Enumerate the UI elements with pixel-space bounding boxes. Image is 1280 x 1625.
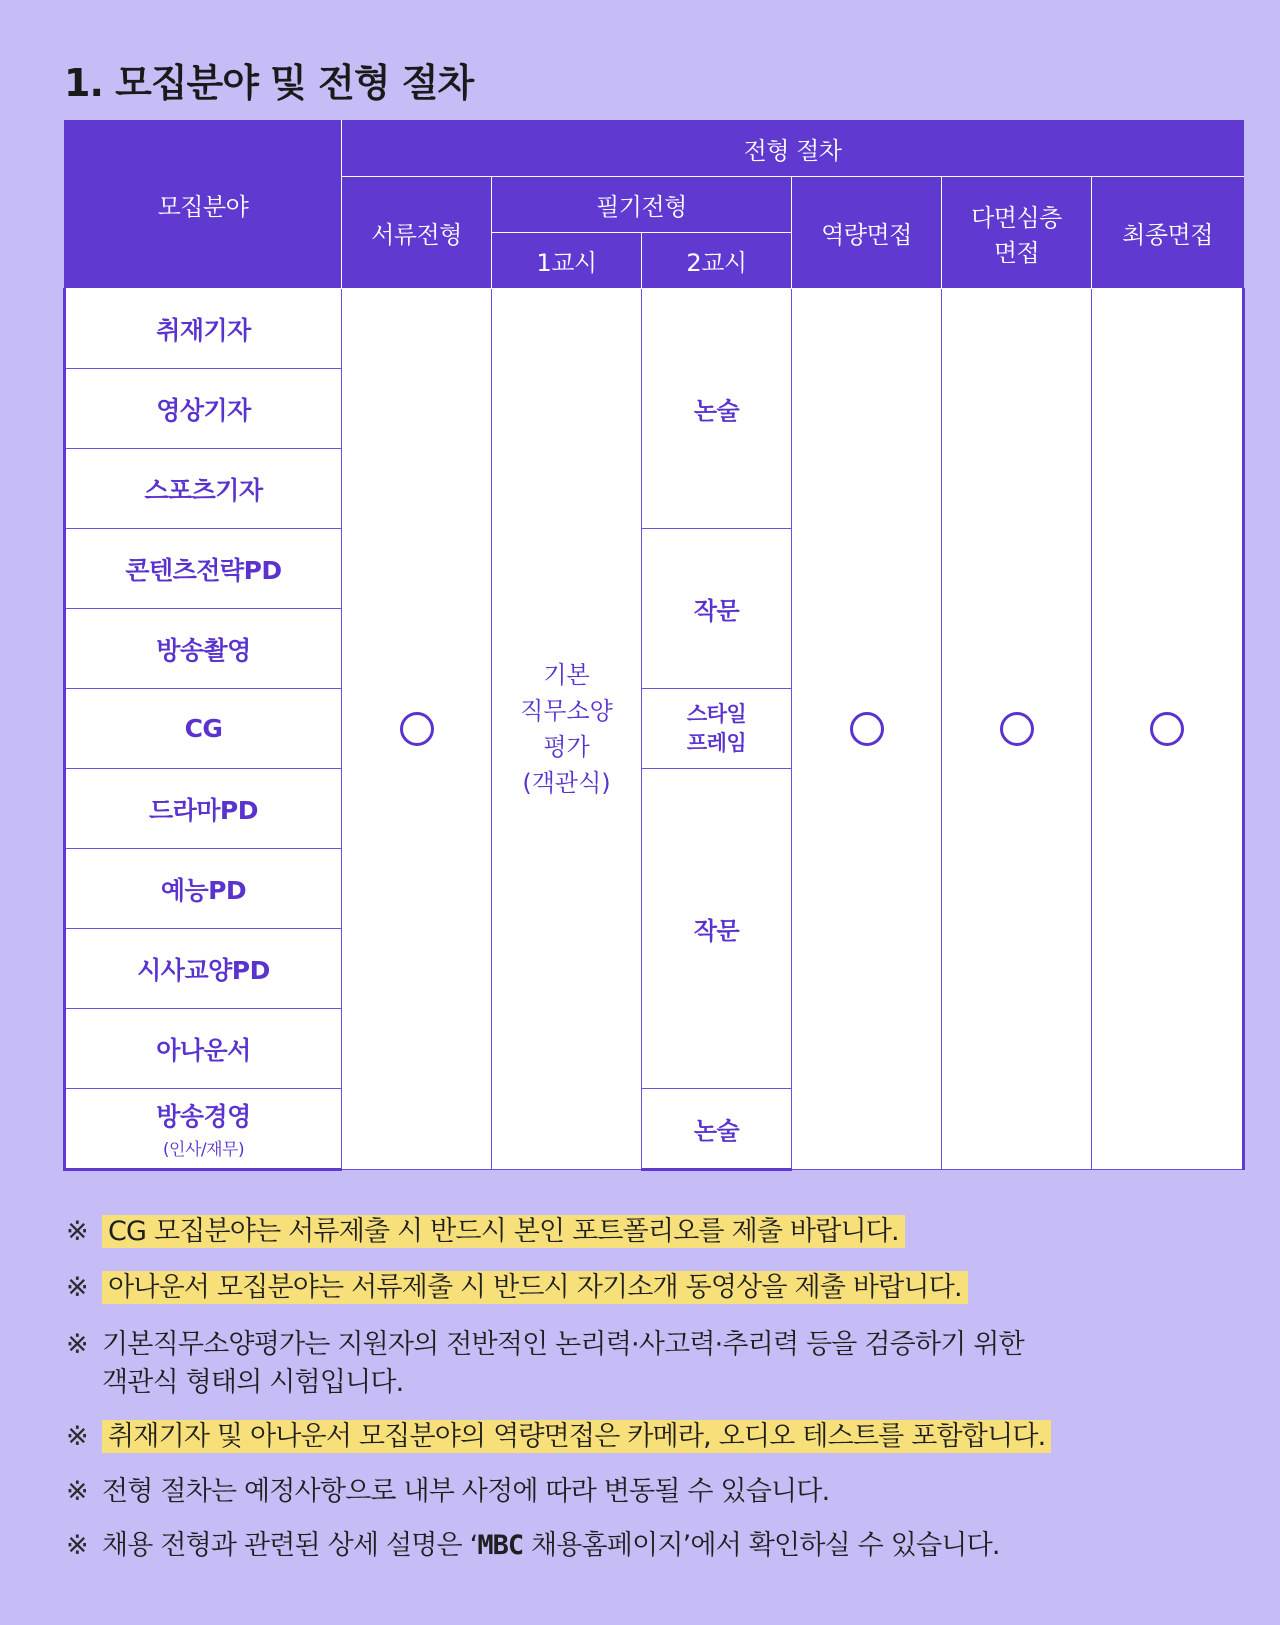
header-multi-line1: 다면심층 <box>971 203 1062 232</box>
field-cell: 취재기자 <box>65 289 342 369</box>
field-cell: 아나운서 <box>65 1009 342 1089</box>
note-item <box>66 1326 1236 1403</box>
note-text <box>102 1326 1236 1403</box>
note-text: CG 모집분야는 서류제출 시 반드시 본인 포트폴리오를 제출 바랍니다. <box>102 1215 905 1248</box>
header-period2: 2교시 <box>642 233 792 289</box>
note-mark: ※ <box>66 1216 88 1247</box>
circle-mark-icon <box>850 712 884 746</box>
note-item <box>66 1213 1236 1251</box>
header-final: 최종면접 <box>1092 177 1244 289</box>
field-cell: 콘텐츠전략PD <box>65 529 342 609</box>
header-multi-line2: 면접 <box>993 238 1040 267</box>
circle-mark-icon <box>400 712 434 746</box>
header-process: 전형 절차 <box>342 121 1244 177</box>
table-row <box>65 289 1244 369</box>
field-cell: 드라마PD <box>65 769 342 849</box>
mbc-logo: MBC <box>477 1529 524 1561</box>
document-cell <box>342 289 492 1170</box>
field-cell: 방송촬영 <box>65 609 342 689</box>
note-mark: ※ <box>66 1529 88 1561</box>
header-document: 서류전형 <box>342 177 492 289</box>
page-title: 1. 모집분야 및 전형 절차 <box>64 61 474 105</box>
note-item <box>66 1269 1236 1307</box>
note-mark: ※ <box>66 1421 88 1453</box>
period2-line: 스타일 <box>686 702 747 727</box>
period2-cell: 논술 <box>642 289 792 529</box>
note-text: 아나운서 모집분야는 서류제출 시 반드시 자기소개 동영상을 제출 바랍니다. <box>102 1271 968 1304</box>
note-item <box>66 1418 1236 1456</box>
period2-cell: 논술 <box>642 1089 792 1170</box>
header-competency: 역량면접 <box>792 177 942 289</box>
note-mark: ※ <box>66 1272 88 1304</box>
note-item <box>66 1527 1236 1565</box>
note-text: 전형 절차는 예정사항으로 내부 사정에 따라 변동될 수 있습니다. <box>102 1475 830 1507</box>
period2-cell: 작문 <box>642 529 792 689</box>
period1-line: 평가 <box>543 733 590 761</box>
header-written: 필기전형 <box>492 177 792 233</box>
competency-cell <box>792 289 942 1170</box>
notes-list <box>66 1213 1236 1565</box>
note-text: 취재기자 및 아나운서 모집분야의 역량면접은 카메라, 오디오 테스트를 포함합니다. <box>102 1420 1051 1453</box>
selection-process-table <box>63 120 1245 1171</box>
final-cell <box>1092 289 1244 1170</box>
period1-line: 직무소양 <box>520 697 613 725</box>
note-item <box>66 1473 1236 1511</box>
note-mark: ※ <box>66 1475 88 1507</box>
period2-cell: 작문 <box>642 769 792 1089</box>
header-period1: 1교시 <box>492 233 642 289</box>
field-cell: 예능PD <box>65 849 342 929</box>
note-line: 객관식 형태의 시험입니다. <box>102 1366 404 1398</box>
field-cell: CG <box>65 689 342 769</box>
field-cell <box>65 1089 342 1170</box>
header-field: 모집분야 <box>65 121 342 289</box>
note-text-after: 채용홈페이지’에서 확인하실 수 있습니다. <box>523 1529 1000 1561</box>
field-sub: (인사/재무) <box>162 1140 245 1160</box>
period1-line: (객관식) <box>522 769 611 797</box>
note-mark: ※ <box>66 1328 88 1360</box>
circle-mark-icon <box>1150 712 1184 746</box>
multi-interview-cell <box>942 289 1092 1170</box>
period1-line: 기본 <box>543 661 590 689</box>
field-cell: 영상기자 <box>65 369 342 449</box>
note-text-before: 채용 전형과 관련된 상세 설명은 ‘ <box>102 1529 478 1561</box>
period2-cell <box>642 689 792 769</box>
note-line: 기본직무소양평가는 지원자의 전반적인 논리력·사고력·추리력 등을 검증하기 위한 <box>102 1328 1024 1360</box>
period2-line: 프레임 <box>686 730 747 755</box>
circle-mark-icon <box>1000 712 1034 746</box>
note-text <box>102 1527 1236 1565</box>
header-multi-interview <box>942 177 1092 289</box>
field-name: 방송경영 <box>156 1102 251 1131</box>
field-cell: 스포츠기자 <box>65 449 342 529</box>
field-cell: 시사교양PD <box>65 929 342 1009</box>
period1-cell <box>492 289 642 1170</box>
